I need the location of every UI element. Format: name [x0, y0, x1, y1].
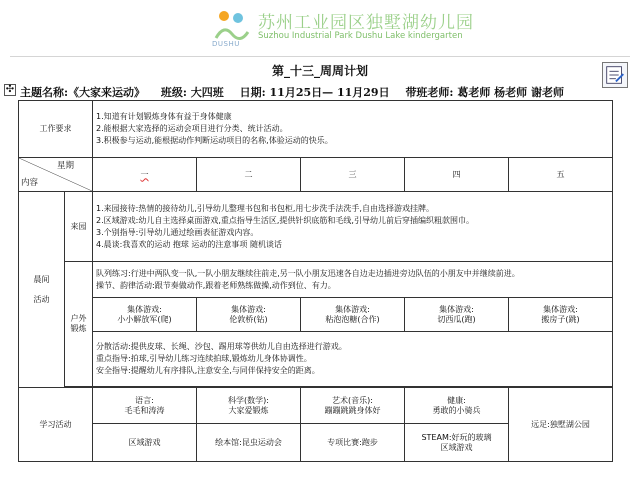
free-play-item: 重点指导:拍球,引导幼儿练习连续拍球,锻炼幼儿身体协调性。 — [96, 354, 312, 363]
arrival-row — [19, 192, 613, 262]
logo-subtitle: Suzhou Industrial Park Dushu Lake kindergarten — [258, 31, 463, 41]
weekday-content-header — [19, 158, 93, 192]
study-area-thursday: STEAM:好玩的玻璃 区域游戏 — [405, 424, 509, 462]
page-title: 第_十三_周周计划 — [271, 64, 368, 78]
class-name: 班级: 大四班 — [160, 86, 224, 99]
arrival-item: 4.晨谈:我喜欢的运动 抱球 运动的注意事项 随机谈话 — [96, 239, 282, 249]
free-play-content — [93, 332, 613, 387]
logo-title: 苏州工业园区独墅湖幼儿园 — [258, 13, 474, 33]
arrival-content — [93, 192, 613, 262]
header-divider — [10, 56, 630, 57]
morning-activity-label: 晨间 活动 — [19, 192, 65, 388]
drill-content — [93, 262, 613, 298]
study-monday: 语言: 毛毛和涛涛 — [93, 388, 197, 424]
study-area-monday: 区域游戏 — [93, 424, 197, 462]
study-row-1 — [19, 388, 613, 424]
study-area-wednesday: 专项比赛:跑步 — [301, 424, 405, 462]
date-range: 日期: 11月25日— 11月29日 — [239, 86, 390, 99]
day-thursday: 四 — [405, 158, 509, 192]
teachers: 带班老师: 葛老师 杨老师 谢老师 — [405, 86, 564, 99]
group-game-friday: 集体游戏: 搬房子(跳) — [509, 298, 613, 332]
drill-item: 操节、韵律活动:跟节奏做动作,跟着老师熟练做操,动作到位、有力。 — [96, 280, 336, 290]
group-game-thursday: 集体游戏: 切西瓜(跑) — [405, 298, 509, 332]
meta-line — [20, 84, 640, 100]
arrival-item: 2.区域游戏:幼儿自主选择桌面游戏,重点指导生活区,提供针织底筋和毛线,引导幼儿前后穿插编织粗款围巾。 — [96, 215, 474, 225]
study-wednesday: 艺术(音乐): 蹦蹦跳跳身体好 — [301, 388, 405, 424]
arrival-label: 来园 — [65, 192, 93, 262]
group-game-wednesday: 集体游戏: 粘泡泡糖(合作) — [301, 298, 405, 332]
table-move-handle-icon[interactable]: ✣ — [5, 84, 15, 95]
study-tuesday: 科学(数学): 大家爱锻炼 — [197, 388, 301, 424]
work-requirement-item: 3.积极参与运动,能根据动作判断运动项目的名称,体验运动的快乐。 — [96, 136, 333, 145]
weekday-header-row — [19, 158, 613, 192]
weekday-label: 星期 — [56, 161, 74, 171]
day-friday: 五 — [509, 158, 613, 192]
study-thursday: 健康: 勇敢的小骑兵 — [405, 388, 509, 424]
work-requirements-content — [93, 101, 613, 158]
study-activity-label: 学习活动 — [19, 388, 93, 462]
work-requirement-item: 2.能根据大家选择的运动会项目进行分类、统计活动。 — [96, 124, 288, 133]
free-play-item: 分散活动:提供皮球、长绳、沙包、踢用球等供幼儿自由选择进行游戏。 — [96, 342, 347, 351]
logo-mark-text: DUSHU — [212, 40, 240, 48]
work-requirements-row — [19, 101, 613, 158]
free-play-row — [19, 332, 613, 387]
outdoor-label: 户外 锻炼 — [65, 262, 93, 387]
study-friday: 远足:独墅湖公园 — [509, 388, 613, 462]
work-requirement-item: 1.知道有计划锻炼身体有益于身体健康 — [96, 112, 232, 121]
weekly-plan-table — [18, 100, 613, 462]
drill-item: 队列练习:行进中两队变一队,一队小朋友继续往前走,另一队小朋友迅速各自边走边插进旁边队伍的小朋友中并继续前进。 — [96, 268, 520, 278]
arrival-item: 1.来园接待:热情的接待幼儿,引导幼儿整理书包和书包柜,用七步洗手法洗手,自由选择游戏挂牌。 — [96, 203, 434, 213]
drill-row — [19, 262, 613, 298]
day-wednesday: 三 — [301, 158, 405, 192]
day-tuesday: 二 — [197, 158, 301, 192]
group-games-row — [19, 298, 613, 332]
content-label: 内容 — [21, 178, 39, 189]
arrival-item: 3.个别指导:引导幼儿通过绘画表征游戏内容。 — [96, 227, 259, 237]
work-requirements-label: 工作要求 — [19, 101, 93, 158]
study-area-tuesday: 绘本馆:昆虫运动会 — [197, 424, 301, 462]
day-monday: 一 — [93, 158, 197, 192]
group-game-tuesday: 集体游戏: 伦敦桥(钻) — [197, 298, 301, 332]
free-play-item: 安全指导:提醒幼儿有序排队,注意安全,与同伴保持安全的距离。 — [96, 366, 320, 375]
group-game-monday: 集体游戏: 小小解放军(爬) — [93, 298, 197, 332]
theme-name: 主题名称:《大家来运动》 — [20, 86, 146, 99]
kindergarten-logo — [210, 4, 474, 56]
